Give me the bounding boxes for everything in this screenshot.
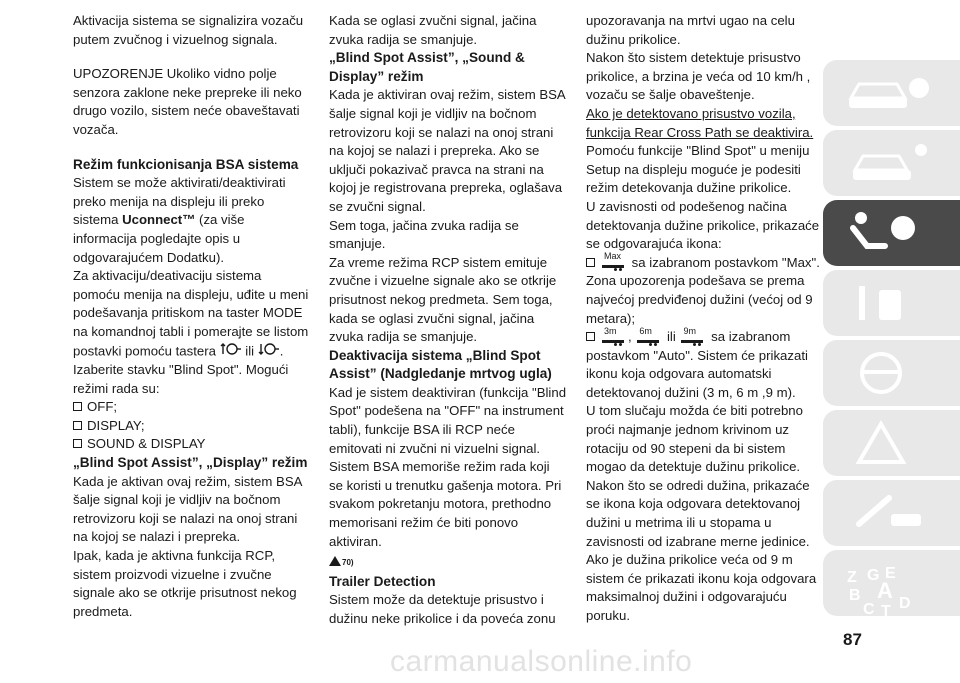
paragraph: Ako je detektovano prisustvo vozila, funkcija Rear Cross Path se deaktivira. <box>586 105 814 140</box>
checkbox-bullet-icon <box>73 421 82 430</box>
section-heading: „Blind Spot Assist”, „Display” režim <box>73 455 308 471</box>
checkbox-bullet-icon <box>73 439 82 448</box>
car-info-icon <box>845 70 935 116</box>
trailer-9m-icon: 9m <box>679 330 707 346</box>
paragraph: Kada je aktiviran ovaj režim, sistem BSA šalje signal koji je vidljiv na bočnom retrovizoru koji se nalazi na onoj strani na kojoj se nalazi i prepreka. Ako se uključi pokazivač pravca na strani na kojoj je registrovana prepreka, oglašava se zvučni signal. <box>329 87 566 214</box>
svg-text:G: G <box>867 567 880 584</box>
paragraph: Nakon što se odredi dužina, prikazaće se ikona koja odgovara detektovanoj dužini u metrima ili u stopama u zavisnosti od izabrane merne jedinice. <box>586 477 810 549</box>
checkbox-bullet-icon <box>586 332 595 341</box>
paragraph: Kad je sistem deaktiviran (funkcija "Blind Spot" podešena na "OFF" na instrument tabli), funkcije BSA ili RCP neće emitovati ni zvučni ni vizuelni signal. <box>329 384 567 456</box>
tab-index[interactable] <box>823 550 960 620</box>
section-heading: Deaktivacija sistema „Blind Spot Assist” (Nadgledanje mrtvog ugla) <box>329 347 552 382</box>
tab-starting[interactable] <box>823 270 960 336</box>
paragraph: Sistem se može aktivirati/deaktivirati preko menija na displeju ili preko sistema Uconnect™ (za više informacija pogledajte opis u odgovarajućem Dodatku). <box>73 175 286 265</box>
warning-triangle-icon <box>329 556 341 566</box>
svg-text:D: D <box>899 595 911 612</box>
car-keys-icon <box>845 140 935 186</box>
paragraph: postavkom "Auto". Sistem će prikazati ikonu koja odgovara automatski detektovanoj dužini (3 m, 6 m ,9 m). <box>586 347 808 400</box>
paragraph: Zona upozorenja podešava se prema najvećoj predviđenoj dužini (većoj od 9 metara); <box>586 273 813 326</box>
paragraph: Sistem može da detektuje prisustvo i dužinu neke prikolice i da poveća zonu <box>329 592 556 626</box>
text-column-1 <box>73 12 311 621</box>
checkbox-bullet-icon <box>586 258 595 267</box>
paragraph: Sem toga, jačina zvuka radija se smanjuje. <box>329 217 519 252</box>
paragraph: Aktivacija sistema se signalizira vozaču putem zvučnog i vizuelnog signala. <box>73 13 304 47</box>
warning-triangle-icon <box>845 420 935 466</box>
list-item: DISPLAY; <box>73 417 311 436</box>
svg-text:T: T <box>881 603 891 620</box>
paragraph: Pomoću funkcije "Blind Spot" u meniju Setup na displeju moguće je podesiti režim detekovanja dužine prikolice. <box>586 143 810 196</box>
warning-reference: 70) <box>329 551 567 573</box>
trailer-3m-icon: 3m <box>600 330 628 346</box>
steering-wheel-icon <box>845 350 935 396</box>
paragraph: U tom slučaju možda će biti potrebno proći najmanje jednom krivinom uz rotaciju od 90 stepeni da bi sistem mogao da detektuje dužinu prikolice. <box>586 403 803 475</box>
chapter-tabs-sidebar <box>823 46 960 620</box>
airbag-seat-icon <box>845 210 935 256</box>
paragraph: Kada se oglasi zvučni signal, jačina zvuka radija se smanjuje. <box>329 13 537 47</box>
page-number: 87 <box>843 630 862 649</box>
scroll-up-button-icon <box>220 342 242 362</box>
paragraph: U zavisnosti od podešenog načina detektovanja dužine prikolice, prikazaće se odgovarajuća ikona: <box>586 198 820 252</box>
section-heading: „Blind Spot Assist”, „Sound & Display” režim <box>329 50 525 84</box>
tab-dashboard[interactable] <box>823 60 960 126</box>
section-heading: Režim funkcionisanja BSA sistema <box>73 156 299 172</box>
paragraph: Ipak, kada je aktivna funkcija RCP, sistem proizvodi vizuelne i zvučne signale ako se otkrije prisutnost nekog predmeta. <box>73 548 297 619</box>
list-item: SOUND & DISPLAY <box>73 435 311 454</box>
alphabet-index-icon <box>845 560 935 620</box>
list-item: OFF; <box>73 398 311 417</box>
svg-text:B: B <box>849 587 861 604</box>
key-pump-icon <box>845 280 935 326</box>
paragraph: Ako je dužina prikolice veća od 9 m sistem će prikazati ikonu koja odgovara maksimalnoj dužini i odgovarajuću poruku. <box>586 552 817 623</box>
trailer-max-icon: Max <box>600 255 628 271</box>
svg-text:C: C <box>863 601 875 618</box>
trailer-6m-icon: 6m <box>635 330 663 346</box>
paragraph: Nakon što sistem detektuje prisustvo prikolice, a brzina je veća od 10 km/h , vozaču se šalje obaveštenje. <box>586 50 811 103</box>
paragraph: Kada je aktivan ovaj režim, sistem BSA šalje signal koji je vidljiv na bočnom retrovizoru koji se nalazi na onoj strani na kojoj se nalazi i prepreka. <box>73 473 302 545</box>
tab-maintenance[interactable] <box>823 480 960 546</box>
checkbox-bullet-icon <box>73 402 82 411</box>
tab-driving[interactable] <box>823 340 960 406</box>
paragraph: Sistem BSA memoriše režim rada koji se koristi u trenutku gašenja motora. Pri svakom pokretanju motora, prethodno memorisani režim će biti ponovo aktiviran. <box>329 459 562 549</box>
watermark: carmanualsonline.info <box>390 645 693 678</box>
list-item: 3m , 6m ili 9m sa izabranom <box>586 328 824 347</box>
wrench-car-icon <box>845 490 935 536</box>
section-heading: Trailer Detection <box>329 573 436 589</box>
warning-paragraph: UPOZORENJE Ukoliko vidno polje senzora zaklone neke prepreke ili neko drugo vozilo, sistem neće obaveštavati vozača. <box>73 66 302 137</box>
svg-text:E: E <box>885 565 896 582</box>
tab-keys[interactable] <box>823 130 960 196</box>
paragraph: Za aktivaciju/deativaciju sistema pomoću menija na displeju, uđite u meni podešavanja pritiskom na taster MODE na komandnoj tabli i pomerajte se listom postavki pomoću tastera ili . Izaberite stavku "Blind Spot". Mogući režimi rada su: <box>73 268 309 396</box>
svg-text:Z: Z <box>847 569 857 586</box>
text-column-3 <box>586 12 824 626</box>
text-column-2 <box>329 12 567 629</box>
paragraph: Za vreme režima RCP sistem emituje zvučne i vizuelne signale ako se otkrije prisutnost nekog predmeta. Sem toga, kada se oglasi zvučni signal, jačina zvuka radija se smanjuje. <box>329 254 557 345</box>
tab-emergency[interactable] <box>823 410 960 476</box>
svg-text:A: A <box>877 578 893 603</box>
list-item: Max sa izabranom postavkom "Max". <box>586 254 824 273</box>
paragraph: upozoravanja na mrtvi ugao na celu dužinu prikolice. <box>586 13 795 47</box>
tab-safety[interactable] <box>823 200 960 266</box>
scroll-down-button-icon <box>258 342 280 362</box>
